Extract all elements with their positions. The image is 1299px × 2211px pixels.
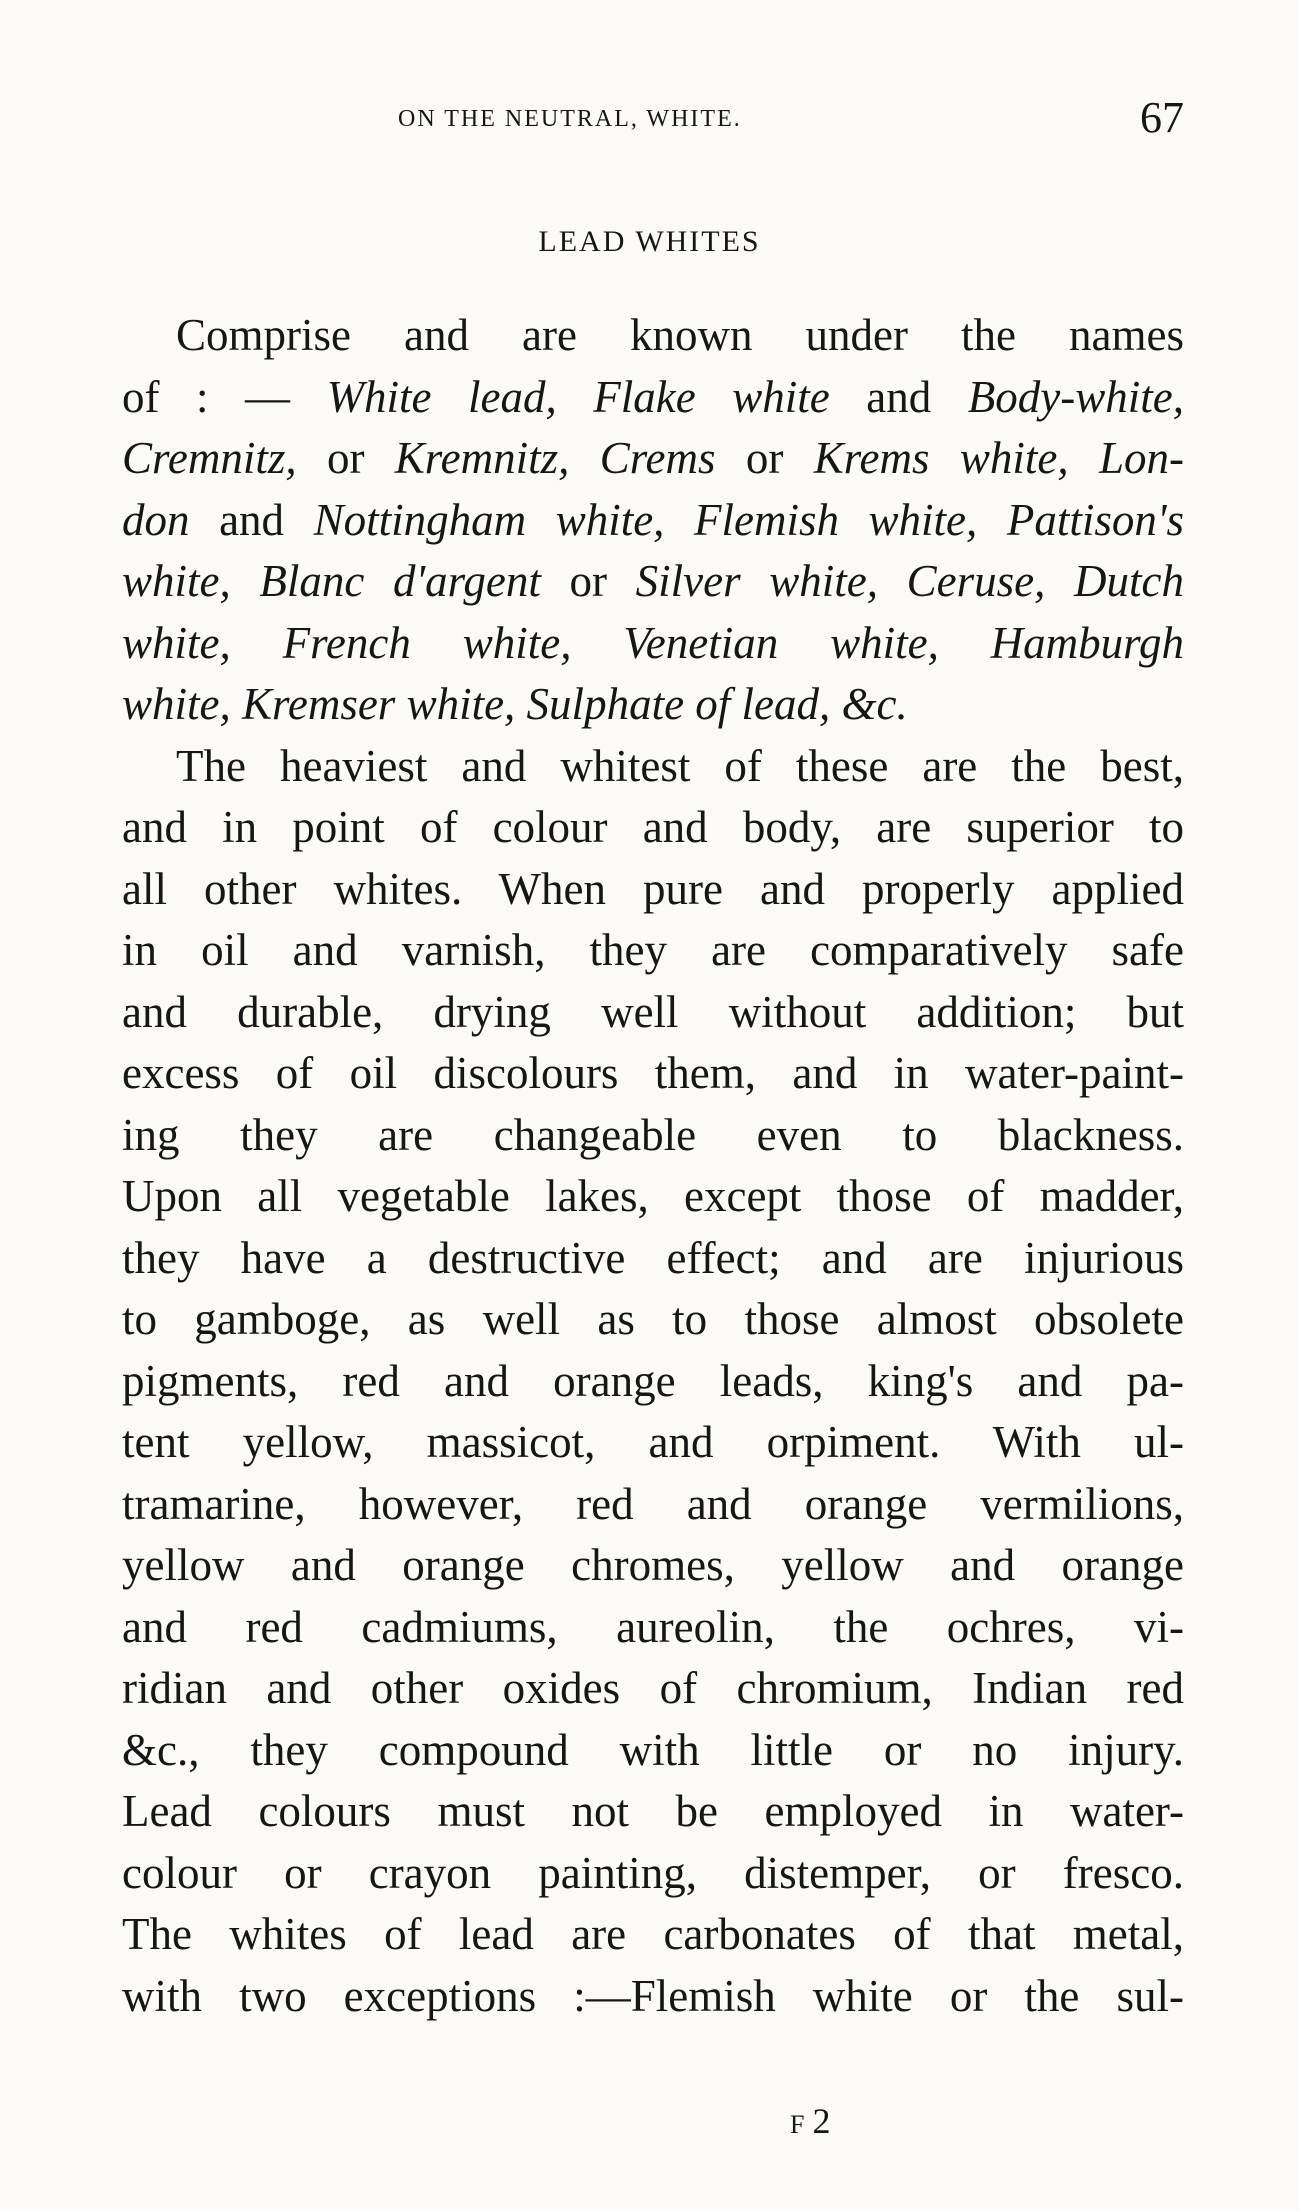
paragraph2-line-15: and red cadmiums, aureolin, the ochres, vi- <box>122 1601 1184 1652</box>
paragraph2-line-19: colour or crayon painting, distemper, or fresco. <box>122 1847 1184 1898</box>
paragraph1-line-7: white, Kremser white, Sulphate of lead, &c. <box>122 679 908 729</box>
paragraph2-line-17: &c., they compound with little or no injury. <box>122 1724 1184 1775</box>
paragraph2-line-2: and in point of colour and body, are superior to <box>122 802 1184 852</box>
text-run: Nottingham white, Flemish white, Pattison's <box>313 494 1184 545</box>
text-run: or <box>540 556 636 606</box>
text-run: or <box>296 433 395 483</box>
paragraph1-line-6: white, French white, Venetian white, Hamburgh <box>122 617 1184 668</box>
signature-mark <box>790 2100 834 2142</box>
text-run: Krems white, Lon- <box>813 433 1184 483</box>
text-run: Kremnitz, Crems <box>394 433 716 483</box>
text-run: Silver white, Ceruse, Dutch <box>635 556 1184 606</box>
paragraph2-line-5: and durable, drying well without addition; but <box>122 986 1184 1037</box>
paragraph2-line-9: they have a destructive effect; and are injurious <box>122 1232 1184 1283</box>
paragraph2-line-16: ridian and other oxides of chromium, Indian red <box>122 1663 1184 1713</box>
paragraph2-line-13: tramarine, however, red and orange vermilions, <box>122 1478 1184 1529</box>
section-heading: LEAD WHITES <box>538 225 761 258</box>
paragraph1-line-5 <box>122 551 1184 613</box>
paragraph2-line-7: ing they are changeable even to blackness. <box>122 1109 1184 1160</box>
paragraph2 <box>122 736 1184 2028</box>
text-run: of : — <box>122 371 327 422</box>
text-run: Cremnitz, <box>122 433 297 483</box>
paragraph1-line-2 <box>122 367 1184 429</box>
paragraph2-line-6: excess of oil discolours them, and in water-paint- <box>122 1048 1184 1098</box>
text-run: white, Blanc d'argent <box>122 556 541 606</box>
paragraph2-line-14: yellow and orange chromes, yellow and orange <box>122 1540 1184 1590</box>
paragraph1-line-3 <box>122 428 1184 490</box>
running-title: ON THE NEUTRAL, WHITE. <box>398 106 742 132</box>
text-run: White lead, Flake white <box>326 371 830 422</box>
paragraph2-line-11: pigments, red and orange leads, king's and pa- <box>122 1355 1184 1406</box>
paragraph1-line-4 <box>122 490 1184 552</box>
page-number: 67 <box>1140 93 1184 142</box>
text-run: and <box>189 494 314 545</box>
running-head <box>0 92 1299 152</box>
text-run: or <box>715 433 814 483</box>
signature-number: 2 <box>812 2101 835 2141</box>
text-run: don <box>122 494 190 545</box>
paragraph1-line-1: Comprise and are known under the names <box>176 310 1184 360</box>
paragraph2-line-18: Lead colours must not be employed in water- <box>122 1786 1184 1836</box>
paragraph2-line-1: The heaviest and whitest of these are the best, <box>176 740 1184 791</box>
paragraph2-line-10: to gamboge, as well as to those almost obsolete <box>122 1294 1184 1344</box>
paragraph2-line-8: Upon all vegetable lakes, except those of madder, <box>122 1171 1184 1221</box>
text-run: and <box>829 371 968 422</box>
paragraph2-line-4: in oil and varnish, they are comparatively safe <box>122 925 1184 975</box>
text-run: Body-white, <box>967 371 1184 422</box>
paragraph2-line-12: tent yellow, massicot, and orpiment. With ul- <box>122 1417 1184 1467</box>
paragraph2-line-3: all other whites. When pure and properly applied <box>122 863 1184 914</box>
body-text <box>122 305 1184 2027</box>
signature-letter: F <box>790 2110 807 2139</box>
paragraph2-line-21: with two exceptions :—Flemish white or the sul- <box>122 1970 1184 2021</box>
paragraph2-line-20: The whites of lead are carbonates of that metal, <box>122 1909 1184 1959</box>
